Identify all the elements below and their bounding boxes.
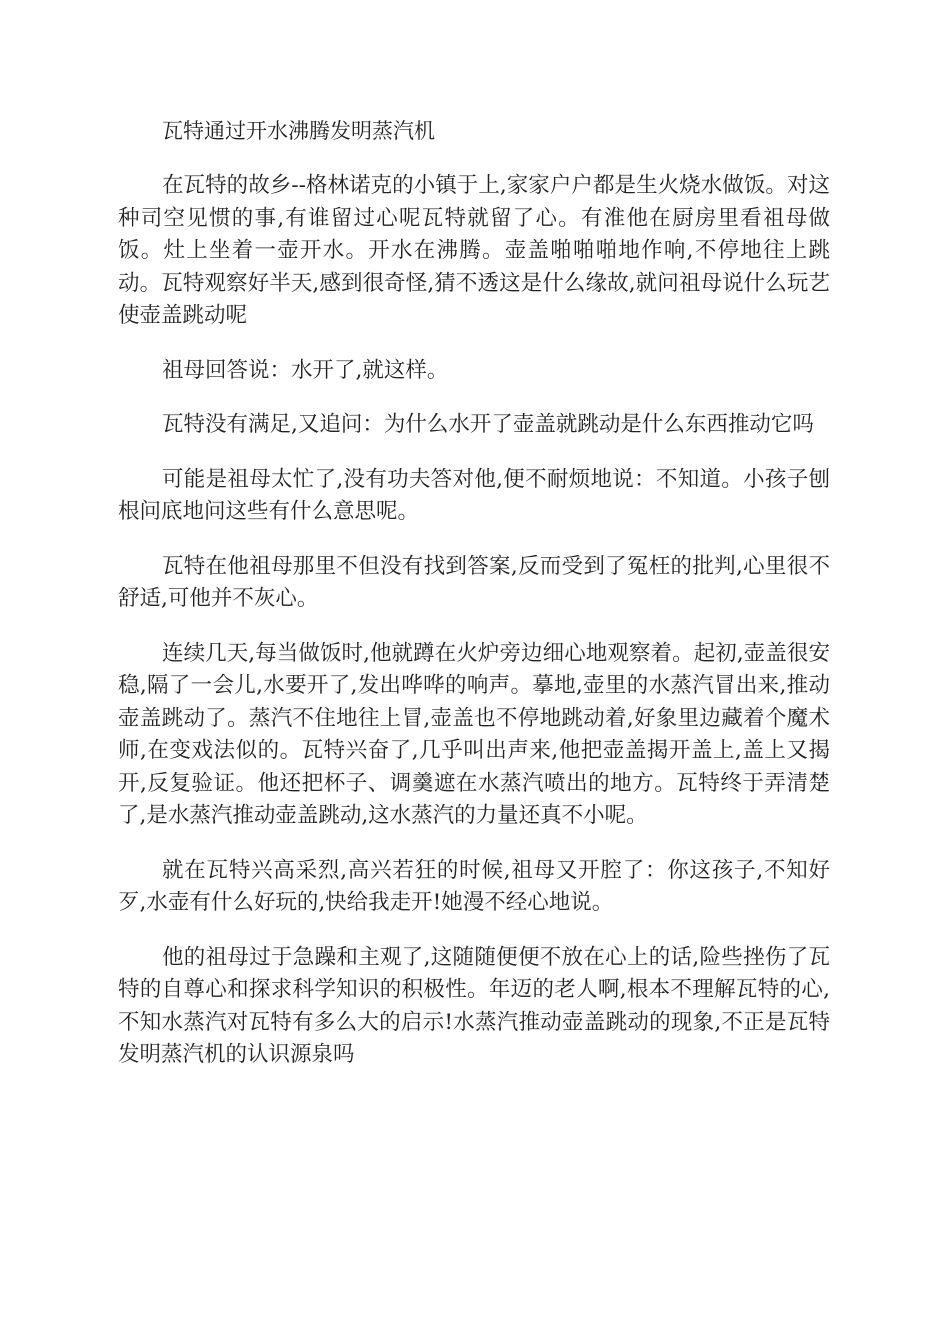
paragraph-hometown: 在瓦特的故乡--格林诺克的小镇于上,家家户户都是生火烧水做饭。对这种司空见惯的事,有谁留过心呢瓦特就留了心。有淮他在厨房里看祖母做饭。灶上坐着一壶开水。开水在沸腾。壶盖啪啪啪地作响,不停地往上跳动。瓦特观察好半天,感到很奇怪,猜不透这是什么缘故,就问祖母说什么玩艺使壶盖跳动呢 — [118, 173, 830, 328]
paragraph-not-discouraged: 瓦特在他祖母那里不但没有找到答案,反而受到了冤枉的批判,心里很不舒适,可他并不灰心。 — [118, 553, 830, 611]
paragraph-conclusion: 他的祖母过于急躁和主观了,这随随便便不放在心上的话,险些挫伤了瓦特的自尊心和探求科学知识的积极性。年迈的老人啊,根本不理解瓦特的心,不知水蒸汽对瓦特有多么大的启示!水蒸汽推动壶盖跳动的现象,不正是瓦特发明蒸汽机的认识源泉吗 — [118, 944, 830, 1067]
paragraph-observation: 连续几天,每当做饭时,他就蹲在火炉旁边细心地观察着。起初,壶盖很安稳,隔了一会儿,水要开了,发出哗哗的响声。摹地,壶里的水蒸汽冒出来,推动壶盖跳动了。蒸汽不住地往上冒,壶盖也不停地跳动着,好象里边藏着个魔术师,在变戏法似的。瓦特兴奋了,几乎叫出声来,他把壶盖揭开盖上,盖上又揭开,反复验证。他还把杯子、调羹遮在水蒸汽喷出的地方。瓦特终于弄清楚了,是水蒸汽推动壶盖跳动,这水蒸汽的力量还真不小呢。 — [118, 640, 830, 828]
document-body — [118, 170, 830, 1094]
document-title: 瓦特通过开水沸腾发明蒸汽机 — [162, 119, 435, 143]
paragraph-scolding: 就在瓦特兴高采烈,高兴若狂的时候,祖母又开腔了：你这孩子,不知好歹,水壶有什么好玩的,快给我走开!她漫不经心地说。 — [118, 857, 830, 915]
paragraph-follow-up-question: 瓦特没有满足,又追问：为什么水开了壶盖就跳动是什么东西推动它吗 — [162, 412, 814, 437]
paragraph-grandmother-answer: 祖母回答说：水开了,就这样。 — [162, 357, 449, 383]
paragraph-impatient-reply: 可能是祖母太忙了,没有功夫答对他,便不耐烦地说：不知道。小孩子刨根问底地问这些有什么意思呢。 — [118, 466, 830, 524]
